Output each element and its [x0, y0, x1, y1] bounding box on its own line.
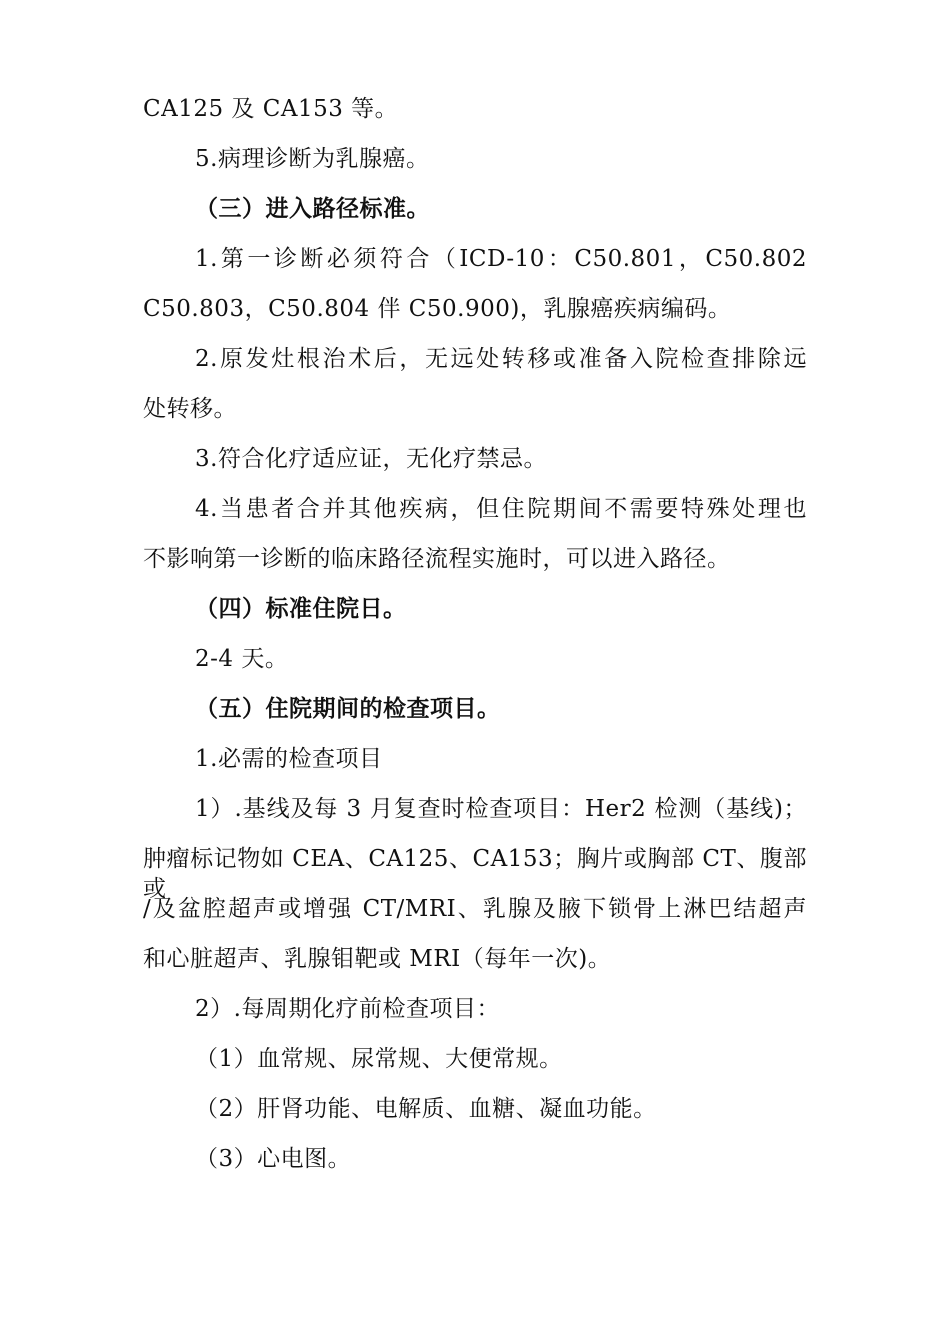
text-line-days: 2-4 天。	[195, 646, 289, 672]
text-line-ultrasound: /及盆腔超声或增强 CT/MRI、乳腺及腋下锁骨上淋巴结超声	[143, 896, 807, 922]
text-line-pre-chemo-exams: 2）.每周期化疗前检查项目：	[195, 996, 500, 1022]
text-line-icd-codes: C50.803，C50.804 伴 C50.900)，乳腺癌疾病编码。	[143, 296, 732, 322]
text-line-pathway-entry: 不影响第一诊断的临床路径流程实施时，可以进入路径。	[143, 546, 731, 572]
text-line-first-diagnosis: 1.第一诊断必须符合（ICD-10：C50.801，C50.802	[195, 246, 807, 272]
text-line-baseline-exams: 1）.基线及每 3 月复查时检查项目：Her2 检测（基线)；	[195, 796, 807, 822]
text-line-primary-lesion: 2.原发灶根治术后，无远处转移或准备入院检查排除远	[195, 346, 807, 372]
section-heading-hospital-days: （四）标准住院日。	[195, 595, 407, 622]
section-heading-entry-criteria: （三）进入路径标准。	[195, 195, 430, 222]
text-line-cardiac-ultrasound: 和心脏超声、乳腺钼靶或 MRI（每年一次)。	[143, 946, 612, 972]
text-line-routine-tests: （1）血常规、尿常规、大便常规。	[195, 1046, 563, 1072]
text-line-tumor-markers: 肿瘤标记物如 CEA、CA125、CA153；胸片或胸部 CT、腹部或	[143, 846, 807, 902]
text-line-ca125: CA125 及 CA153 等。	[143, 96, 399, 122]
text-line-ecg: （3）心电图。	[195, 1146, 352, 1172]
text-line-comorbidity: 4.当患者合并其他疾病，但住院期间不需要特殊处理也	[195, 496, 807, 522]
text-line-metastasis: 处转移。	[143, 396, 237, 422]
text-line-chemo-indication: 3.符合化疗适应证，无化疗禁忌。	[195, 446, 547, 472]
text-line-pathology: 5.病理诊断为乳腺癌。	[195, 146, 430, 172]
text-line-required-exams: 1.必需的检查项目	[195, 746, 383, 772]
text-line-liver-kidney: （2）肝肾功能、电解质、血糖、凝血功能。	[195, 1096, 657, 1122]
section-heading-examinations: （五）住院期间的检查项目。	[195, 695, 501, 722]
